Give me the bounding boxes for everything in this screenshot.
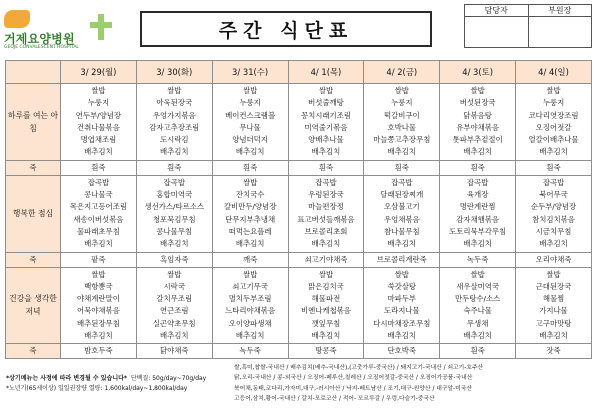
dish: 쇠고기무국 [232,281,268,291]
dish: 깻잎무침 [311,318,341,328]
porridge-cell: 오리야채죽 [516,252,592,267]
hospital-logo [4,8,124,48]
corner-cell [6,61,61,84]
dish: 새송이버섯볶음 [73,214,124,224]
meal-cell [364,267,440,344]
dish: 배추김치 [84,147,113,157]
porridge-label: 죽 [6,160,61,175]
weekly-menu-table [5,60,592,359]
dish: 떡갈비구이 [383,110,420,120]
dish: 숙주나물 [463,306,492,316]
meal-row [6,84,592,161]
dish: 가지나물 [539,306,568,316]
dish: 느타리야채볶음 [225,306,276,316]
approval-label-staff: 담당자 [465,5,529,17]
dish: 마파두부 [387,294,417,304]
dish: 멸치두부조림 [228,294,272,304]
dish: 오삼불고기 [383,202,420,212]
porridge-cell: 흰죽 [136,160,212,175]
origin-notes [234,363,596,404]
day-header: 3/ 31(수) [212,61,288,84]
porridge-cell: 흰죽 [61,160,137,175]
meal-cell [288,267,364,344]
dish: 배추김치 [159,239,189,249]
meal-cell [136,84,212,161]
dish: 배추김치 [463,331,492,341]
porridge-row [6,252,592,267]
dish: 시락국 [163,281,185,291]
dish: 도라지나물 [383,306,420,316]
dish: 배추김치 [539,239,568,249]
meal-cell [136,267,212,344]
dish: 쌀밥 [318,269,334,279]
dish: 갈비만두/양념장 [223,202,277,212]
dish: 우엉가지볶음 [152,110,196,120]
dish: 배추김치 [159,147,189,157]
dish: 무생채 [466,318,489,328]
meal-cell [364,84,440,161]
meal-cell [516,84,592,161]
dish: 잡곡밥 [87,177,110,187]
meal-cell [61,175,137,252]
dish: 양배추나물 [308,135,344,145]
dish: 배추된장무침 [77,318,120,328]
dish: 배추김치 [311,331,341,341]
signature-cell-staff [465,17,529,48]
dish: 맑은김치국 [308,281,344,291]
dish: 어묵야채볶음 [77,306,120,316]
dish: 쌀밥 [242,269,258,279]
change-notice: *상기메뉴는 사정에 따라 변경될 수 있습니다* [6,375,128,382]
dish: 백항뽕국 [84,281,113,291]
dish: 물파래초무침 [77,226,120,236]
dish: 배추김치 [311,147,341,157]
porridge-row [6,160,592,175]
dish: 코다리엿장조림 [528,110,579,120]
dish: 달래된장찌개 [380,190,424,200]
dish: 갈치무조림 [156,294,193,304]
origin-line: 닭,오리-국내산 / 콩-외국산 / 오징어-페루산,칠레산 / 오징어젓갈-중국산 / 오징어가공품-국내산 [234,375,473,382]
dish: 마늘편장정 [308,202,344,212]
porridge-cell: 흰죽 [364,160,440,175]
porridge-cell: 깨죽 [212,252,288,267]
origin-line: 북어채,동태,코다리,가자미,대구,-러시아산 / 낙지-베트남산 / 조기,대구-원양산 / 대구알-미국산 [234,385,472,392]
dish: 도토리묵부각무침 [449,226,507,236]
porridge-cell: 단호박죽 [364,344,440,359]
dish: 꽁치시래기조림 [300,110,351,120]
dish: 생선가스/타르소스 [144,202,205,212]
dish: 연두부/양념장 [75,110,122,120]
dish: 쌀밥 [394,269,409,279]
dish: 시금치무침 [535,226,572,236]
meal-cell [288,175,364,252]
dish: 감자고추장조림 [149,122,200,132]
meal-cell [212,267,288,344]
dish: 우렁된장국 [308,190,344,200]
dish: 호박나물 [387,122,417,132]
dish: 쌀밥 [242,86,258,95]
dish: 콩나물무침 [156,226,193,236]
dish: 양념더덕지 [232,135,268,145]
day-header: 4/ 3(토) [440,61,516,84]
dish: 배추김치 [387,239,417,249]
meal-label: 건강을 생각한 저녁 [6,267,61,344]
dish: 쌀밥 [242,177,258,187]
dish: 참치김치볶음 [532,214,575,224]
dish: 청포묵김무침 [152,214,196,224]
meal-cell [61,267,137,344]
dish: 미역줄기볶음 [304,122,348,132]
porridge-cell: 녹두죽 [212,344,288,359]
footer-notes [6,374,206,394]
dish: 우엉채볶음 [383,214,420,224]
dish: 베이컨스크램블 [225,110,276,120]
dish: 쌀밥 [167,269,182,279]
dish: 목은지고등어조림 [69,202,127,212]
dish: 실곤약초무침 [152,318,196,328]
meal-label: 행복한 점심 [6,175,61,252]
dish: 배추김치 [539,147,568,157]
dish: 쌀밥 [167,86,182,95]
dish: 떠먹는요플레 [228,226,272,236]
dish: 다시마채장조무침 [373,318,431,328]
dish: 배추김치 [463,147,492,157]
meal-cell [516,267,592,344]
dish: 잡곡밥 [542,177,565,187]
dish: 도시락김 [159,135,189,145]
day-header: 4/ 2(금) [364,61,440,84]
dish: 아욱된장국 [156,98,193,108]
porridge-cell: 땅콩죽 [288,344,364,359]
signature-cell-vice-director [528,17,592,48]
porridge-cell: 브로콜리계란죽 [364,252,440,267]
dish: 콩나물국 [84,190,113,200]
dish: 누룽지 [87,98,110,108]
dish: 배추김치 [463,239,492,249]
dish: 참나물무침 [383,226,420,236]
dish: 고구마맛탕 [535,318,572,328]
porridge-cell: 닭야채죽 [136,344,212,359]
cross-icon [90,14,112,40]
dish: 잡곡밥 [163,177,185,187]
dish: 야채계란말이 [77,294,120,304]
dish: 배추김치 [159,331,189,341]
dish: 근대된장국 [535,281,572,291]
dish: 표고버섯들깨볶음 [297,214,355,224]
porridge-cell: 쇠고기야채죽 [288,252,364,267]
dish: 무나물 [239,122,261,132]
protein-note: 단백질: 50g/day~70g/day [130,375,207,382]
dish: 배추김치 [387,331,417,341]
approval-box [464,4,592,48]
dish: 배추김치 [387,147,417,157]
meal-row [6,267,592,344]
porridge-cell: 흰죽 [440,160,516,175]
day-header: 4/ 4(일) [516,61,592,84]
porridge-cell: 밤호두죽 [61,344,137,359]
origin-line: 쌀,흑미,찹쌀-국내산 / 배추김치(배추-국내산),(고춧가루-중국산) / 돼지고기-국내산 / 쇠고기-호주산 [234,365,484,371]
day-header-row [6,61,592,84]
dish: 쌀밥 [470,86,485,95]
meal-cell [212,84,288,161]
porridge-cell: 흰죽 [440,344,516,359]
dish: 쌀밥 [546,86,561,95]
dish: 쌀밥 [91,269,106,279]
porridge-cell: 흰죽 [212,160,288,175]
porridge-label: 죽 [6,344,61,359]
meal-cell [61,84,137,161]
dish: 배추김치 [311,239,341,249]
dish: 쌀밥 [546,269,561,279]
meal-cell [288,84,364,161]
day-header: 4/ 1(목) [288,61,364,84]
dish: 북어무국 [539,190,568,200]
dish: 배추김치 [235,147,265,157]
porridge-cell: 팥죽 [61,252,137,267]
dish: 쌀밥 [394,86,409,95]
meal-cell [440,84,516,161]
dish: 누룽지 [391,98,413,108]
dish: 잡곡밥 [466,177,489,187]
day-header: 3/ 30(화) [136,61,212,84]
dish: 버섯된장국 [459,98,496,108]
meal-cell [364,175,440,252]
porridge-label: 죽 [6,252,61,267]
dish: 감자채햄볶음 [456,214,500,224]
dish: 비엔나케첩볶음 [300,306,351,316]
dish: 오이양파생채 [228,318,272,328]
dish: 누룽지 [239,98,261,108]
porridge-cell: 잣죽 [516,344,592,359]
dish: 쌀밥 [318,86,334,95]
dish: 오징어젓갈 [535,122,572,132]
dish: 배추김치 [235,239,265,249]
dish: 새우살미역국 [456,281,500,291]
porridge-cell: 흑임자죽 [136,252,212,267]
meal-row [6,175,592,252]
dish: 마늘쫑고추장무침 [373,135,431,145]
dish: 유부야채볶음 [456,122,500,132]
meal-cell [136,175,212,252]
dish: 해물파전 [311,294,341,304]
dish: 명엽채조림 [80,135,117,145]
meal-cell [516,175,592,252]
dish: 닭볶음탕 [463,110,492,120]
dish: 배추김치 [84,331,113,341]
dish: 누룽지 [542,98,565,108]
dish: 배추김치 [84,239,113,249]
meal-cell [212,175,288,252]
porridge-cell: 흰죽 [516,160,592,175]
dish: 버섯줄깨탕 [308,98,344,108]
porridge-cell: 흰죽 [288,160,364,175]
calorie-note: *노년기(65세이상) 일일권장량 열량: 1,600kal/day~1,800kal/day [6,385,188,392]
dish: 홍합미역국 [156,190,193,200]
meal-cell [440,267,516,344]
logo-mark-icon [4,10,30,28]
dish: 건취나물볶음 [77,122,120,132]
dish: 쑥갓살탕 [387,281,417,291]
dish: 단무지부추냉채 [225,214,276,224]
dish: 얼갈이배추나물 [528,135,579,145]
dish: 쌀밥 [91,86,106,95]
dish: 잔치국수 [235,190,265,200]
dish: 명란계란찜 [459,202,496,212]
dish: 육개장 [466,190,489,200]
logo-subtitle: GEOJE CONVALESCENT HOSPITAL [4,45,79,50]
dish: 쌀밥 [470,269,485,279]
dish: 배추김치 [539,331,568,341]
dish: 만두탕수/소스 [454,294,501,304]
logo-name: 거제요양병원 [4,32,75,46]
dish: 연근조림 [159,306,189,316]
dish: 브로콜리초회 [304,226,348,236]
approval-label-vice-director: 부원장 [528,5,592,17]
dish: 순두부/양념장 [530,202,577,212]
dish: 잡곡밥 [315,177,337,187]
origin-line: 고등어,삼치,황어-국내산 / 갈치-모로코산 / 적어- 모르투갈 / 우렁,다슬기-중국산 [234,395,435,402]
dish: 배추김치 [235,331,265,341]
meal-cell [440,175,516,252]
day-header: 3/ 29(월) [61,61,137,84]
meal-label: 하루를 여는 아침 [6,84,61,161]
page-title: 주간 식단표 [140,11,432,47]
dish: 해물찜 [542,294,565,304]
porridge-cell: 녹두죽 [440,252,516,267]
dish: 잡곡밥 [391,177,413,187]
porridge-row [6,344,592,359]
dish: 톳파부추겉절이 [452,135,503,145]
